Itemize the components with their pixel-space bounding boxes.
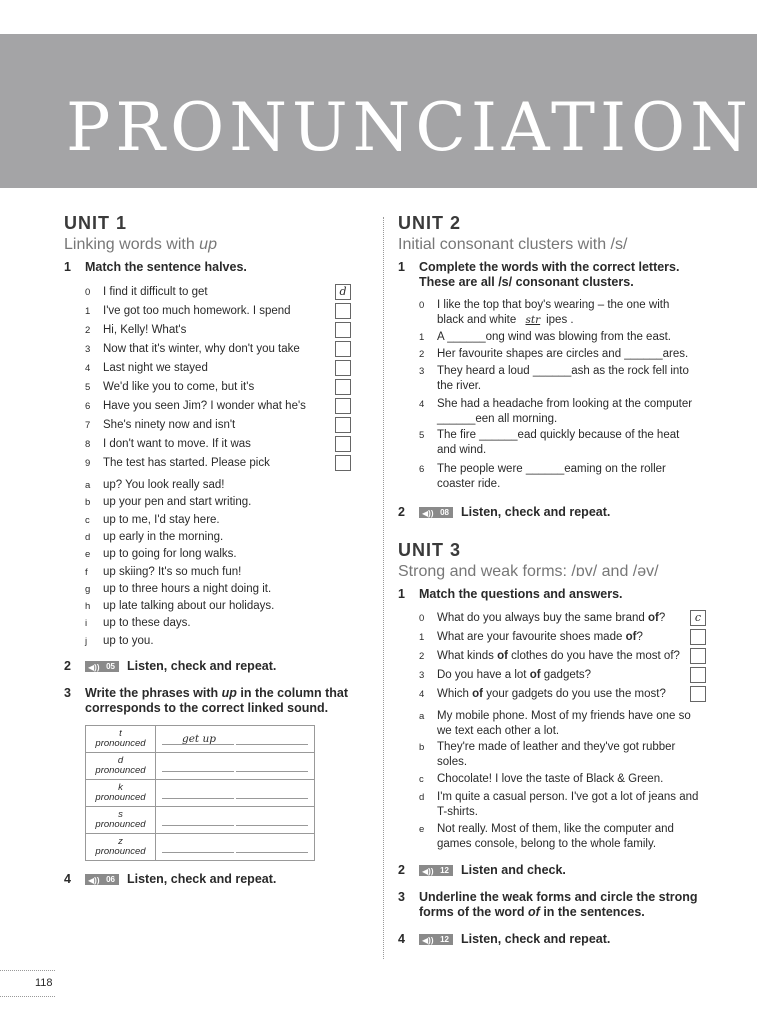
item-text: She's ninety now and isn't	[103, 419, 236, 431]
answer-box[interactable]	[335, 436, 351, 452]
table-row	[86, 780, 315, 807]
sound-label	[86, 834, 156, 861]
sound-word: pronounced	[95, 846, 146, 857]
table-row	[86, 834, 315, 861]
word-of: of	[529, 669, 541, 681]
answer-box[interactable]: c	[690, 610, 706, 626]
answer-box[interactable]	[690, 686, 706, 702]
item-text: Her favourite shapes are circles and ______ares.	[437, 348, 689, 360]
footer-rule	[0, 996, 55, 997]
item-text: I'm quite a casual person. I've got a lot of jeans and	[437, 791, 699, 803]
answer-cell[interactable]	[156, 726, 315, 753]
answer-cell[interactable]	[156, 807, 315, 834]
question-pre: Which	[437, 688, 473, 700]
answer-line	[162, 825, 234, 826]
item-key: 3	[419, 366, 425, 377]
sound-letter: s	[118, 809, 123, 820]
item-text: up to going for long walks.	[103, 548, 237, 561]
sound-letter: k	[118, 782, 123, 793]
sound-word: pronounced	[95, 792, 146, 803]
item-key: a	[85, 480, 91, 491]
word-of: of	[472, 688, 484, 700]
question-post: ?	[658, 612, 666, 624]
sound-letter: t	[119, 728, 122, 739]
item-text: up to me, I'd stay here.	[103, 513, 220, 526]
question-pre: What are your favourite shoes made	[437, 631, 626, 643]
unit2-header	[398, 213, 728, 290]
line2-pre: black and white	[437, 314, 520, 326]
item-key: 4	[419, 689, 425, 700]
item-text: Not really. Most of them, like the computer and	[437, 823, 674, 835]
item-key: 0	[85, 287, 91, 298]
unit1-exercise1: 1 Match the sentence halves.	[64, 260, 247, 274]
item-text: Hi, Kelly! What's	[103, 324, 187, 336]
answer-box[interactable]	[335, 303, 351, 319]
answer-item-line2: T-shirts.	[437, 806, 478, 818]
answer-cell[interactable]	[156, 834, 315, 861]
answer-cell[interactable]	[156, 753, 315, 780]
unit3-heading: UNIT 3	[398, 540, 462, 560]
unit3-exercise2: 2 ◀)) 12 Listen and check.	[398, 863, 566, 877]
word-of: of	[647, 612, 659, 624]
word-of: of	[625, 631, 637, 643]
item-text: We'd like you to come, but it's	[103, 381, 255, 393]
cluster-item-line2: the river.	[437, 380, 482, 392]
audio-track-icon[interactable]: ◀)) 06	[85, 874, 119, 885]
audio-track-icon[interactable]: ◀)) 12	[419, 865, 453, 876]
table-row	[86, 753, 315, 780]
unit1-heading: UNIT 1	[64, 213, 128, 233]
unit3-header	[398, 540, 728, 602]
unit3-subtitle: Strong and weak forms: /ɒv/ and /əv/	[398, 563, 659, 580]
item-key: e	[85, 549, 91, 561]
sound-word: pronounced	[95, 819, 146, 830]
item-key: 0	[419, 300, 425, 311]
question-post: gadgets?	[540, 669, 592, 681]
answer-box[interactable]	[335, 379, 351, 395]
item-key: 1	[419, 632, 425, 643]
example-answer: get up	[182, 733, 216, 745]
page-number: 118	[35, 977, 53, 989]
unit2-heading: UNIT 2	[398, 213, 462, 233]
answer-line	[162, 771, 234, 772]
item-key: e	[419, 824, 425, 835]
item-key: h	[85, 601, 91, 613]
item-key: 8	[85, 439, 91, 450]
answer-line	[236, 825, 308, 826]
item-text	[437, 687, 666, 701]
sound-label	[86, 726, 156, 753]
answer-box[interactable]	[335, 322, 351, 338]
sound-letter: d	[117, 755, 124, 766]
item-key: 3	[419, 670, 425, 681]
table-row	[86, 807, 315, 834]
unit3-exercise3: 3 Underline the weak forms and circle the strong forms of the word of in the sentences.	[398, 890, 698, 919]
item-key: 7	[85, 420, 91, 431]
answer-line	[236, 771, 308, 772]
item-text: The fire ______ead quickly because of the heat	[437, 429, 680, 441]
line2-post: ipes .	[546, 314, 574, 326]
item-key: a	[419, 711, 425, 722]
question-post: clothes do you have the most of?	[507, 650, 680, 662]
item-key: 2	[85, 325, 91, 336]
linked-sound-table	[85, 725, 315, 861]
item-text: The test has started. Please pick	[103, 457, 270, 469]
item-text: Have you seen Jim? I wonder what he's	[103, 400, 306, 412]
question-pre: What kinds	[437, 650, 498, 662]
item-key: 6	[85, 401, 91, 412]
question-post: your gadgets do you use the most?	[483, 688, 666, 700]
audio-track-icon[interactable]: ◀)) 12	[419, 934, 453, 945]
item-text: up to these days.	[103, 617, 191, 630]
cluster-item-line2: and wind.	[437, 444, 487, 456]
item-key: 1	[419, 332, 425, 343]
footer-rule	[0, 970, 55, 971]
item-text: up early in the morning.	[103, 530, 224, 543]
answer-box[interactable]: d	[335, 284, 351, 300]
sound-word: pronounced	[95, 738, 146, 749]
unit2-exercise1: 1 Complete the words with the correct letters. These are all /s/ consonant clusters.	[398, 260, 680, 289]
answer-line	[236, 798, 308, 799]
item-key: 2	[419, 349, 425, 360]
answer-box[interactable]	[335, 360, 351, 376]
unit2-exercise2: 2 ◀)) 08 Listen, check and repeat.	[398, 505, 611, 519]
answer-line	[236, 744, 308, 745]
answer-item-line2: games console, belong to the whole family.	[437, 838, 657, 850]
page-title: PRONUNCIATION	[66, 89, 753, 166]
item-text	[437, 611, 665, 625]
unit1-exercise3: 3 Write the phrases with up in the column that corresponds to the correct linked sound.	[64, 686, 348, 715]
item-key: c	[419, 774, 424, 785]
cluster-item-line2: coaster ride.	[437, 478, 501, 490]
cluster-item-line2	[437, 313, 574, 327]
unit1-exercise2: 2 ◀)) 05 Listen, check and repeat.	[64, 659, 277, 673]
answer-box[interactable]	[335, 398, 351, 414]
item-key: c	[85, 514, 90, 526]
answer-box[interactable]	[690, 648, 706, 664]
item-text: Chocolate! I love the taste of Black & Green.	[437, 773, 664, 785]
item-text	[437, 668, 591, 682]
item-text: The people were ______eaming on the roller	[437, 463, 666, 475]
item-key: f	[85, 566, 88, 578]
question-pre: What do you always buy the same brand	[437, 612, 648, 624]
item-key: d	[419, 792, 425, 803]
item-text	[437, 649, 680, 663]
answer-box[interactable]	[335, 341, 351, 357]
sound-label	[86, 807, 156, 834]
item-text: I've got too much homework. I spend	[103, 305, 291, 317]
item-key: b	[419, 742, 425, 753]
item-text: up? You look really sad!	[103, 479, 225, 491]
answer-item-line2: we text each other a lot.	[437, 725, 560, 737]
item-text: up your pen and start writing.	[103, 496, 252, 509]
question-pre: Do you have a lot	[437, 669, 530, 681]
sound-label	[86, 780, 156, 807]
item-key: 2	[419, 651, 425, 662]
item-key: 0	[419, 613, 425, 624]
unit1-exercise4: 4 ◀)) 06 Listen, check and repeat.	[64, 872, 277, 886]
answer-line	[162, 852, 234, 853]
item-text: They're made of leather and they've got rubber	[437, 741, 676, 753]
unit1-subtitle: Linking words with up	[64, 236, 217, 253]
word-of: of	[497, 650, 508, 662]
item-text: She had a headache from looking at the computer	[437, 398, 693, 410]
item-text: A ______ong wind was blowing from the east.	[437, 331, 671, 343]
unit1-header	[64, 213, 374, 275]
item-key: g	[85, 583, 91, 595]
unit2-subtitle: Initial consonant clusters with /s/	[398, 236, 628, 253]
item-text	[437, 630, 643, 644]
answer-cell[interactable]	[156, 780, 315, 807]
sound-word: pronounced	[95, 765, 146, 776]
example-answer: str	[525, 314, 541, 326]
audio-track-icon[interactable]: ◀)) 08	[419, 507, 453, 518]
item-text: They heard a loud ______ash as the rock fell into	[437, 365, 689, 377]
unit3-exercise4: 4 ◀)) 12 Listen, check and repeat.	[398, 932, 611, 946]
answer-box[interactable]	[335, 417, 351, 433]
answer-box[interactable]	[690, 629, 706, 645]
item-text: up to three hours a night doing it.	[103, 582, 272, 595]
answer-line	[236, 852, 308, 853]
answer-line	[162, 798, 234, 799]
item-key: 6	[419, 464, 425, 475]
sound-letter: z	[118, 836, 123, 847]
item-key: d	[85, 531, 91, 543]
answer-box[interactable]	[690, 667, 706, 683]
answer-item-line2: soles.	[437, 756, 468, 768]
sound-label	[86, 753, 156, 780]
table-row	[86, 726, 315, 753]
answer-box[interactable]	[335, 455, 351, 471]
item-text: I don't want to move. If it was	[103, 438, 251, 450]
cluster-item-line2: ______een all morning.	[437, 413, 558, 425]
item-text: up late talking about our holidays.	[103, 600, 275, 613]
item-key: 4	[85, 363, 91, 374]
audio-track-icon[interactable]: ◀)) 05	[85, 661, 119, 672]
item-text: up to you.	[103, 634, 154, 647]
item-text: I like the top that boy's wearing – the one with	[437, 299, 670, 311]
item-text: I find it difficult to get	[103, 286, 208, 298]
item-key: 5	[85, 382, 91, 393]
item-text: Last night we stayed	[103, 362, 208, 374]
item-key: 4	[419, 399, 425, 410]
item-key: 1	[85, 306, 91, 317]
item-key: 5	[419, 430, 425, 441]
item-text: Now that it's winter, why don't you take	[103, 343, 300, 355]
item-key: 3	[85, 344, 91, 355]
item-key: j	[85, 635, 88, 647]
column-divider	[383, 217, 384, 959]
item-key: b	[85, 497, 91, 509]
question-post: ?	[636, 631, 643, 643]
item-key: i	[85, 618, 88, 630]
item-text: up skiing? It's so much fun!	[103, 565, 242, 578]
item-key: 9	[85, 458, 91, 469]
unit3-exercise1: 1 Match the questions and answers.	[398, 587, 623, 601]
item-text: My mobile phone. Most of my friends have one so	[437, 710, 691, 722]
